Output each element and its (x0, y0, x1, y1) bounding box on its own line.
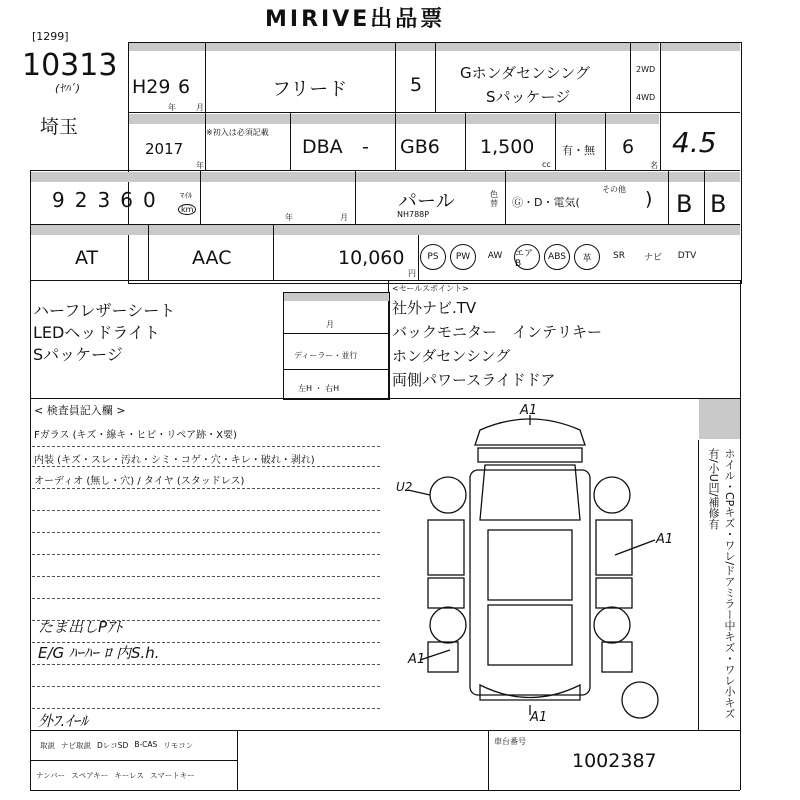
chassis-label: 車台番号 (494, 737, 526, 746)
unit-km: km (178, 204, 196, 215)
sales-points-label: <セールスポイント> (392, 284, 469, 293)
exterior-grade: B (710, 190, 727, 218)
sales-points-list (392, 296, 602, 392)
mark-rear: A1 (530, 710, 548, 725)
mileage-digit: 9 (52, 188, 65, 212)
grade-line2: Sパッケージ (486, 88, 571, 106)
equip-airbag: エアB (514, 244, 540, 270)
footer-items-bottom (36, 770, 195, 781)
seats: 6 (622, 136, 635, 158)
footer-item: B-CAS (134, 740, 158, 749)
chassis-number: 1002387 (572, 750, 657, 772)
footer-item: スペアキー (71, 771, 109, 780)
lot-number: 10313 (22, 48, 118, 83)
color-change: 色替 (490, 190, 498, 208)
reg-month: 6 (178, 76, 191, 98)
mark-left-front: U2 (396, 480, 413, 494)
equip-aw: AW (487, 251, 503, 261)
mileage-digit: 0 (142, 188, 156, 212)
year-unit: 年 (168, 103, 176, 112)
displacement: 1,500 (480, 136, 535, 158)
inspector-line: オーディオ (無し・穴) / タイヤ (スタッドレス) (34, 476, 245, 487)
footer-item: スマートキー (149, 771, 195, 780)
inspector-line: Fガラス (キズ・線キ・ヒビ・リペア跡・X要) (34, 430, 237, 441)
lot-note: (ﾔﾊﾞ) (55, 82, 81, 95)
door-count: 5 (410, 74, 423, 96)
shaken-year-unit: 年 (285, 213, 293, 222)
mileage-digit: 3 (97, 188, 111, 212)
score: 4.5 (672, 126, 717, 159)
fuel-type: Ⓖ・D・電気( (512, 196, 580, 209)
note-item: LEDヘッドライト (33, 323, 160, 342)
header-bar-right (660, 43, 740, 51)
dealer-type: ディーラー・並行 (294, 351, 358, 360)
seats-unit: 名 (650, 161, 658, 170)
footer-item: DレコSD (97, 741, 129, 750)
mileage-digit: 2 (74, 188, 88, 212)
first-reg-unit: 年 (196, 161, 204, 170)
handwritten-note: E/G ﾊｰﾊｰ ﾛ 内S.h. (38, 644, 160, 662)
equip-navi: ナビ (643, 252, 662, 263)
handle-side: 左H ・ 右H (298, 384, 340, 393)
handwritten-note: 外ﾌ.ｲｰﾙ (38, 712, 88, 730)
equip-sunroof: SR (613, 251, 625, 261)
model-prefix: DBA (302, 136, 343, 158)
first-reg-year: 2017 (145, 140, 184, 158)
grade-line1: Gホンダセンシング (460, 64, 590, 82)
mark-right: A1 (656, 532, 674, 547)
mark-front: A1 (520, 403, 538, 418)
fuel-close: ) (645, 188, 653, 210)
unit-mile: ﾏｲﾙ (180, 191, 192, 200)
sales-point-item: 社外ナビ.TV (392, 299, 477, 317)
inspector-line: 内装 (キズ・スレ・汚れ・シミ・コゲ・穴・キレ・破れ・剥れ) (34, 455, 315, 466)
interior-grade: B (676, 190, 693, 218)
region: 埼玉 (40, 116, 79, 138)
color-name: パール (398, 190, 455, 212)
equip-pw: PW (450, 244, 476, 270)
note-item: ハーフレザーシート (33, 301, 176, 320)
car-diagram (380, 410, 680, 720)
lot-bracket: [1299] (32, 30, 69, 43)
middle-month-unit: 月 (326, 320, 334, 329)
month-unit: 月 (196, 103, 204, 112)
model-dash: - (362, 136, 369, 158)
reg-note: ※初入は必須記載 (206, 128, 269, 137)
mission: AT (75, 247, 99, 269)
sales-point-item: 両側パワースライドドア (392, 371, 556, 389)
car-name: フリード (272, 78, 348, 100)
footer-item: キーレス (114, 771, 144, 780)
side-column-text: ホイル・CPキズ・ワレ/ドアミラー中キズ・ワレ小キズ有/小U凹/補修有 (707, 448, 736, 720)
footer-item: ナンバー (36, 771, 66, 780)
equipment-list (420, 244, 702, 270)
turbo: 有・無 (562, 144, 595, 157)
cc-unit: cc (542, 160, 551, 169)
fuel-other-label: その他 (602, 185, 626, 194)
footer-item: ナビ取説 (61, 741, 91, 750)
footer-item: リモコン (163, 741, 194, 750)
sales-point-item: ホンダセンシング (392, 347, 511, 365)
price: 10,060 (338, 247, 405, 269)
page-title: MIRIVE出品票 (265, 7, 446, 32)
inspector-heading: < 検査員記入欄 > (34, 404, 126, 417)
sales-point-item: バックモニター インテリキー (392, 323, 603, 341)
drive-4wd: 4WD (636, 93, 656, 102)
shaken-month-unit: 月 (340, 213, 348, 222)
footer-item: 取説 (40, 741, 55, 750)
reg-year: H29 (132, 76, 171, 98)
equip-abs: ABS (544, 244, 570, 270)
equip-dtv: DTV (677, 251, 697, 261)
color-code: NH788P (397, 210, 430, 219)
model-code: GB6 (400, 136, 440, 158)
handwritten-note: たま出しPｱﾄ (38, 618, 123, 636)
equip-leather: 革 (574, 244, 600, 270)
mark-left-rear: A1 (408, 652, 426, 667)
drive-2wd: 2WD (636, 65, 656, 74)
aircon: AAC (192, 247, 232, 269)
note-item: Sパッケージ (33, 345, 123, 364)
equip-ps: PS (420, 244, 446, 270)
footer-items-top (40, 740, 193, 751)
price-unit: 円 (408, 269, 416, 278)
mileage-digit: 6 (120, 188, 133, 212)
